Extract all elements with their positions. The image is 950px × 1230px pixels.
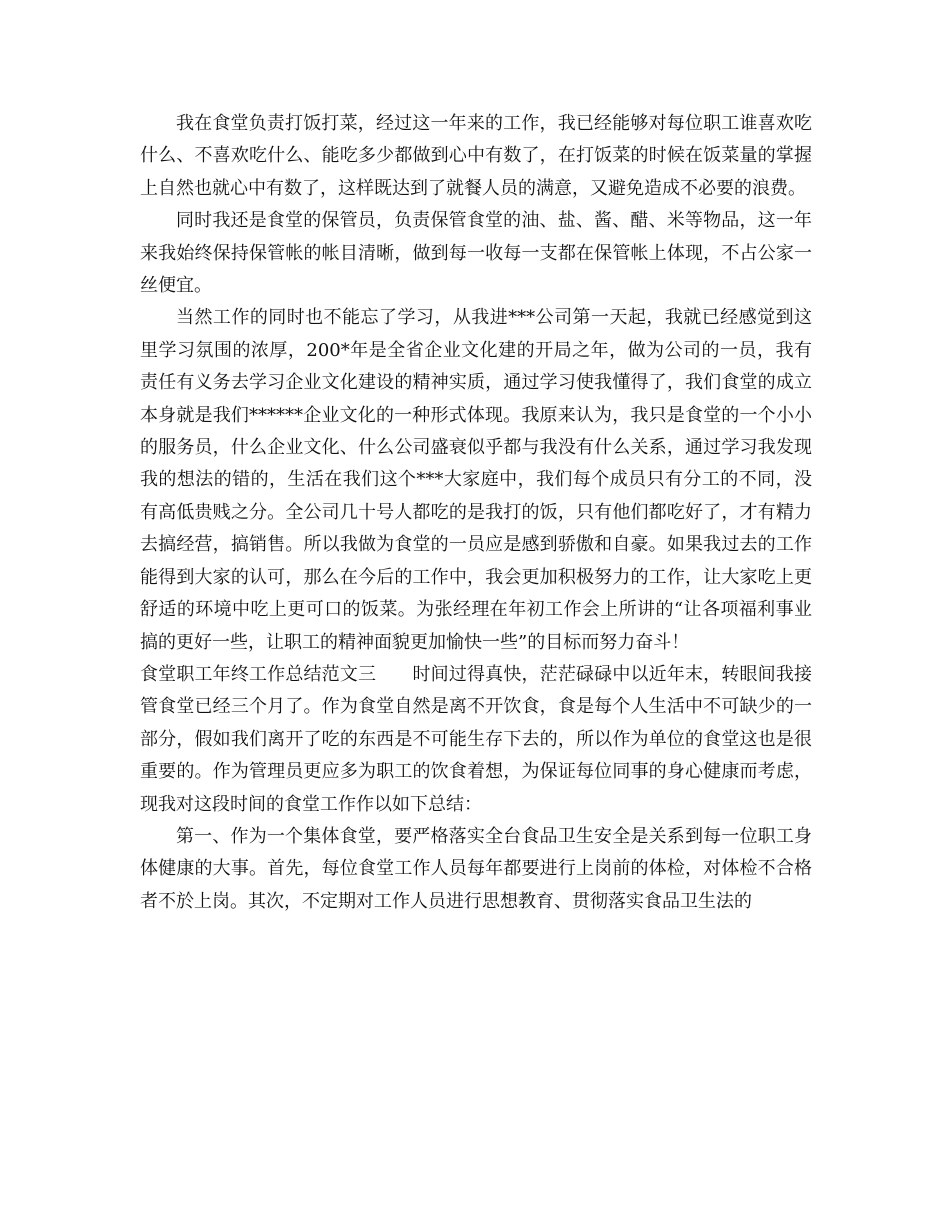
document-page [140, 108, 812, 918]
section-gap [376, 664, 412, 685]
paragraph-learning: 当然工作的同时也不能忘了学习，从我进***公司第一天起，我就已经感觉到这里学习氛围的浓厚，200*年是全省企业文化建的开局之年，做为公司的一员，我有责任有义务去学习企业文化建设的精神实质，通过学习使我懂得了，我们食堂的成立本身就是我们******企业文化的一种形式体现。我原来认为，我只是食堂的一个小小的服务员，什么企业文化、什么公司盛衰似乎都与我没有什么关系，通过学习我发现我的想法的错的，生活在我们这个***大家庭中，我们每个成员只有分工的不同，没有高低贵贱之分。全公司几十号人都吃的是我打的饭，只有他们都吃好了，才有精力去搞经营，搞销售。所以我做为食堂的一员应是感到骄傲和自豪。如果我过去的工作能得到大家的认可，那么在今后的工作中，我会更加积极努力的工作，让大家吃上更舒适的环境中吃上更可口的饭菜。为张经理在年初工作会上所讲的“让各项福利事业搞的更好一些，让职工的精神面貌更加愉快一些”的目标而努力奋斗！ [140, 307, 812, 653]
paragraph-serving-duties: 我在食堂负责打饭打菜，经过这一年来的工作，我已经能够对每位职工谁喜欢吃什么、不喜欢吃什么、能吃多少都做到心中有数了，在打饭菜的时候在饭菜量的掌握上自然也就心中有数了，这样既达到了就餐人员的满意，又避免造成不必要的浪费。 [140, 113, 812, 199]
section-heading: 食堂职工年终工作总结范文三 [140, 663, 377, 685]
section-three [140, 659, 812, 821]
paragraph-storekeeper-duties: 同时我还是食堂的保管员，负责保管食堂的油、盐、酱、醋、米等物品，这一年来我始终保持保管帐的帐目清晰，做到每一收每一支都在保管帐上体现，不占公家一丝便宜。 [140, 210, 812, 297]
paragraph-food-safety: 第一、作为一个集体食堂，要严格落实全台食品卫生安全是关系到每一位职工身体健康的大事。首先，每位食堂工作人员每年都要进行上岗前的体检，对体检不合格者不於上岗。其次，不定期对工作人员进行思想教育、贯彻落实食品卫生法的 [140, 825, 812, 912]
section-body: 时间过得真快，茫茫碌碌中以近年末，转眼间我接管食堂已经三个月了。作为食堂自然是离不开饮食，食是每个人生活中不可缺少的一部分，假如我们离开了吃的东西是不可能生存下去的，所以作为单位的食堂这也是很重要的。作为管理员更应多为职工的饮食着想，为保证每位同事的身心健康而考虑，现我对这段时间的食堂工作作以如下总结： [140, 663, 813, 815]
